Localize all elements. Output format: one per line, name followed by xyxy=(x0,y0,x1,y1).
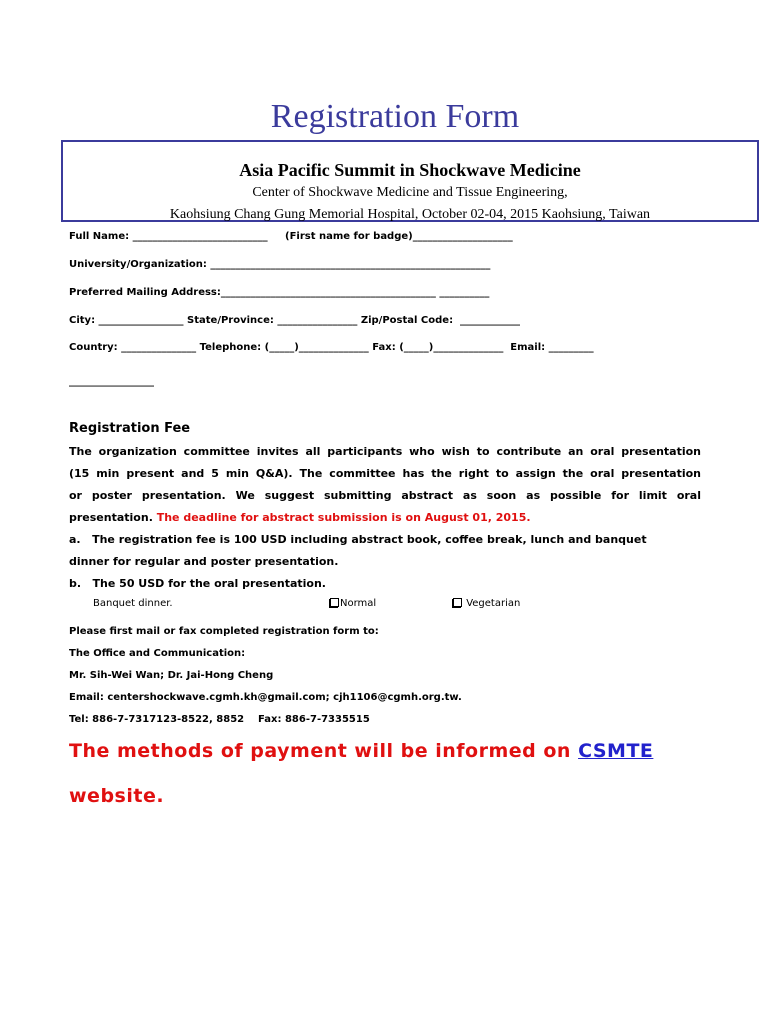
registration-fee-heading: Registration Fee xyxy=(69,421,191,436)
office-label: The Office and Communication: xyxy=(69,648,246,659)
payment-text: The methods of payment will be informed on xyxy=(69,740,571,762)
event-header-box xyxy=(61,140,759,222)
fee-item-a-line-1: a. The registration fee is 100 USD including abstract book, coffee break, lunch and banquet xyxy=(69,533,647,546)
contact-phone-fax: Tel: 886-7-7317123-8522, 8852 Fax: 886-7-7335515 xyxy=(69,714,370,725)
fee-paragraph-line-2: (15 min present and 5 min Q&A). The committee has the right to assign the oral presentation xyxy=(69,467,701,480)
fee-paragraph-line-1: The organization committee invites all participants who wish to contribute an oral presentation xyxy=(69,445,701,458)
fee-item-a-line-2: dinner for regular and poster presentation. xyxy=(69,555,339,568)
contact-names: Mr. Sih-Wei Wan; Dr. Jai-Hong Cheng xyxy=(69,670,274,681)
fee-paragraph-end: presentation. xyxy=(69,511,153,524)
normal-label: Normal xyxy=(340,598,377,609)
event-center: Center of Shockwave Medicine and Tissue Engineering, xyxy=(252,185,568,200)
banquet-label: Banquet dinner. xyxy=(93,598,173,609)
payment-notice xyxy=(69,740,653,762)
page-title: Registration Form xyxy=(270,98,520,135)
checkbox-icon[interactable] xyxy=(330,598,339,607)
mailing-address-field[interactable]: Preferred Mailing Address:___________________________________________ __________ xyxy=(69,287,490,298)
fee-paragraph-line-3: or poster presentation. We suggest submitting abstract as soon as possible for limit oral xyxy=(69,489,701,502)
event-venue: Kaohsiung Chang Gung Memorial Hospital, October 02-04, 2015 Kaohsiung, Taiwan xyxy=(169,207,651,222)
banquet-option-vegetarian[interactable] xyxy=(453,598,520,609)
csmte-link[interactable]: CSMTE xyxy=(578,740,654,762)
contact-email: Email: centershockwave.cgmh.kh@gmail.com; cjh1106@cgmh.org.tw. xyxy=(69,692,462,703)
checkbox-icon[interactable] xyxy=(453,598,462,607)
payment-notice-end: website. xyxy=(69,785,165,807)
fee-item-b: b. The 50 USD for the oral presentation. xyxy=(69,577,326,590)
banquet-option-normal[interactable] xyxy=(330,598,376,609)
event-name: Asia Pacific Summit in Shockwave Medicine xyxy=(239,160,581,180)
deadline-notice: The deadline for abstract submission is on August 01, 2015. xyxy=(156,511,531,524)
country-phone-fax-email-field[interactable]: Country: _______________ Telephone: (_____)______________ Fax: (_____)______________ Email: _________ xyxy=(69,342,594,353)
full-name-field[interactable]: Full Name: ___________________________ (First name for badge)____________________ xyxy=(69,231,513,242)
vegetarian-label: Vegetarian xyxy=(466,598,521,609)
email-continuation-line[interactable]: _________________ xyxy=(69,376,154,387)
mail-instruction: Please first mail or fax completed registration form to: xyxy=(69,626,379,637)
city-state-zip-field[interactable]: City: _________________ State/Province: ________________ Zip/Postal Code: ____________ xyxy=(69,315,521,326)
fee-paragraph-line-4 xyxy=(69,507,701,529)
university-field[interactable]: University/Organization: ________________________________________________________ xyxy=(69,259,491,270)
